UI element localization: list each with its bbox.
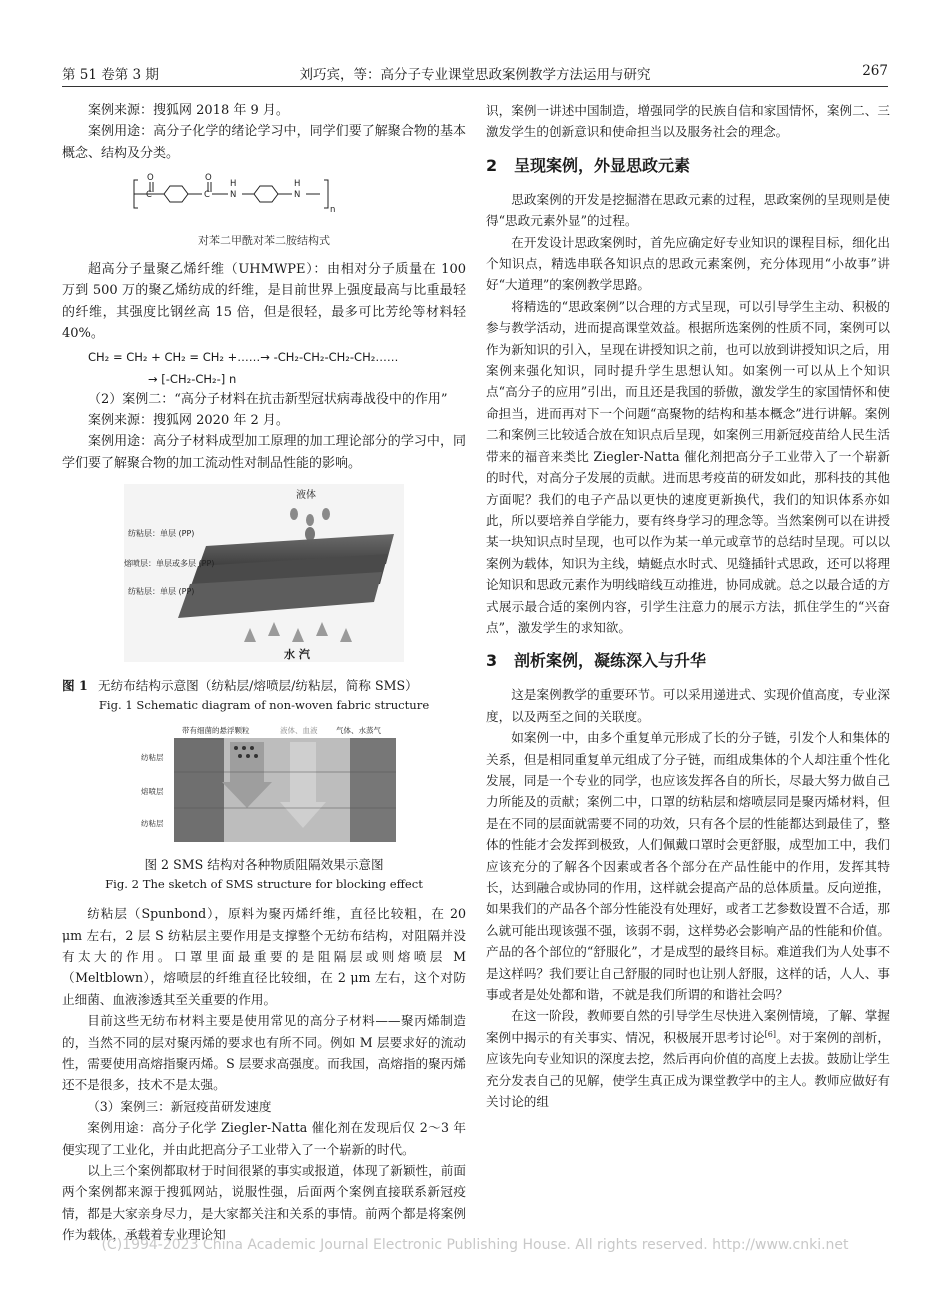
paragraph: 超高分子量聚乙烯纤维（UHMWPE）：由相对分子质量在 100 万到 500 万的聚乙烯纺成的纤维，是目前世界上强度最高与比重最轻的纤维，其强度比钢丝高 15 倍，但是很轻，最多可比芳纶等材料轻 40%。 bbox=[62, 262, 466, 342]
left-column bbox=[62, 100, 466, 1246]
paragraph-text: 。对于案例的剖析，应该先向专业知识的深度去挖，然后再向价值的高度上去拔。鼓励让学生充分发表自己的见解，使学生真正成为课堂教学中的主人。教师应做好有关讨论的组 bbox=[486, 1029, 891, 1110]
running-header bbox=[62, 60, 888, 87]
figure-1-caption-text: 无纺布结构示意图（纺粘层/熔喷层/纺粘层，简称 SMS） bbox=[98, 677, 418, 693]
svg-text:O: O bbox=[147, 173, 154, 184]
figure-2-caption: 图 2 SMS 结构对各种物质阻隔效果示意图 bbox=[144, 857, 384, 873]
journal-volume: 第 51 卷第 3 期 bbox=[62, 67, 159, 83]
figure-1-nonwoven-diagram bbox=[124, 484, 404, 662]
paragraph: 案例来源：搜狐网 2018 年 9 月。 bbox=[88, 103, 289, 118]
figure-2-caption-en: Fig. 2 The sketch of SMS structure for blocking effect bbox=[105, 877, 423, 892]
figure-1-caption-en: Fig. 1 Schematic diagram of non-woven fabric structure bbox=[98, 697, 430, 712]
fig2-top-label-3: 气体、水蒸气 bbox=[336, 725, 381, 735]
section-heading-2 bbox=[486, 155, 890, 177]
copyright-watermark: (C)1994-2023 China Academic Journal Electronic Publishing House. All rights reserved. http://www.cnki.net bbox=[101, 1237, 849, 1253]
particle bbox=[234, 746, 238, 750]
paragraph: 这是案例教学的重要环节。可以采用递进式、实现价值高度，专业深度，以及两至之间的关联度。 bbox=[486, 687, 890, 724]
fig2-top-label-2: 液体、血液 bbox=[280, 725, 318, 735]
paragraph: 以上三个案例都取材于时间很紧的事实或报道，体现了新颖性，前面两个案例都来源于搜狐网站，说服性强，后面两个案例直接联系新冠疫情，都是大家亲身尽力，是大家都关注和关系的事情。前两个都是将案例作为载体，承载着专业理论知 bbox=[62, 1162, 466, 1243]
particle bbox=[250, 746, 254, 750]
section-heading-3 bbox=[486, 650, 890, 672]
paragraph-text: 在这一阶段，教师要自然的引导学生尽快进入案例情境，了解、掌握案例中揭示的有关事实、情况，积极展开思考讨论 bbox=[486, 1008, 890, 1045]
paragraph: 将精选的“思政案例”以合理的方式呈现，可以引导学生主动、积极的参与教学活动，进而提高课堂效益。根据所选案例的性质不同，案例可以作为新知识的引入，呈现在讲授知识之前，也可以放到讲授知识之后，用案例来强化知识，同时提升学生思想认知。如案例一可以从上个知识点“高分子的应用”引出，而且还是我国的骄傲，激发学生的家国情怀和使命担当，进而再对下一个问题“高聚物的结构和基本概念”进行讲解。案例二和案例三比较适合放在知识点后呈现，如案例三用新冠疫苗给人民生活带来的福音来类比 Ziegler-Natta 催化剂把高分子工业带入了一个崭新的时代，对高分子发展的贡献。进而思考疫苗的研发如此，那科技的其他方面呢？我们的电子产品以更快的速度更新换代，我们的知识体系亦如此，所以要培养自学能力，要有终身学习的理念等。当然案例可以在讲授某一块知识点时呈现，也可以作为某一单元或章节的总结时呈现。可以以案例为载体，知识为主线，蜻蜓点水时式、见缝插针式思政，还可以将理论知识和思政元素作为明线暗线互动推进，协同成就。总之以最合适的方式展示最合适的案例内容，引学生注意力的展示方法，抓住学生的“兴奋点”，激发学生的求知欲。 bbox=[486, 298, 890, 635]
citation-ref[interactable]: [6] bbox=[764, 1029, 777, 1039]
paragraph: 识，案例一讲述中国制造，增强同学的民族自信和家国情怀，案例二、三激发学生的创新意识和使命担当以及服务社会的理念。 bbox=[486, 103, 890, 140]
paragraph: 在开发设计思政案例时，首先应确定好专业知识的课程目标，细化出个知识点，精选串联各知识点的思政元素案例，充分体现用“小故事”讲好“大道理”的案例教学思路。 bbox=[486, 234, 890, 293]
page-number: 267 bbox=[862, 63, 888, 79]
paragraph: 如案例一中，由多个重复单元形成了长的分子链，引发个人和集体的关系，但是相同重复单元组成了分子链，而组成集体的个人却注重个性化发展，同是一个专业的同学，也应该发挥各自的所长，尽最大努力做自己力所能及的贡献；案例二中，口罩的纺粘层和熔喷层同是聚丙烯材料，但是在不同的层面就需要不同的功效，只有各个层的性能都达到最佳了，整体的性能才会发挥到极致，人们佩戴口罩时会更舒服，成型加工中，我们应该充分的了解各个因素或者各个部分在产品性能中的作用，发挥其特长，达到融合或协同的作用，这样就会提高产品的总体质量。反向逆推，如果我们的产品各个部分性能没有处理好，或者工艺参数设置不合适，那么就可能出现该强不强，该弱不弱，这样势必会影响产品的性能和价值。产品的各个部位的“舒服化”，才是成型的最终目标。难道我们为人处事不是这样吗？我们要让自己舒服的同时也让别人舒服，这样的话，人人、事事或者是处处都和谐，不就是我们所谓的和谐社会吗？ bbox=[486, 730, 890, 1003]
paragraph: 案例用途：高分子材料成型加工原理的加工理论部分的学习中，同学们要了解聚合物的加工流动性对制品性能的影响。 bbox=[62, 434, 466, 471]
section-title: 呈现案例，外显思政元素 bbox=[514, 155, 691, 175]
svg-text:n: n bbox=[330, 205, 336, 216]
figure-1-label: 图 1 bbox=[62, 677, 88, 693]
fig1-vapor-label: 水 汽 bbox=[284, 648, 310, 662]
particle bbox=[242, 746, 246, 750]
paragraph: 思政案例的开发是挖掘潜在思政元素的过程，思政案例的呈现则是使得“思政元素外显”的过程。 bbox=[486, 191, 890, 229]
droplet bbox=[290, 508, 298, 520]
paragraph: 案例来源：搜狐网 2020 年 2 月。 bbox=[88, 413, 289, 429]
section-number: 3 bbox=[486, 651, 498, 671]
svg-text:O: O bbox=[205, 173, 212, 184]
fig2-side-label-2: 熔喷层 bbox=[141, 786, 164, 796]
structure-caption: 对苯二甲酰对苯二胺结构式 bbox=[198, 233, 330, 247]
aramid-structure-formula bbox=[132, 168, 382, 222]
fig1-layer1-label: 纺粘层：单层 (PP) bbox=[128, 529, 195, 539]
fiber-image-right bbox=[350, 738, 396, 842]
paragraph: 案例用途：高分子化学 Ziegler-Natta 催化剂在发现后仅 2～3 年便实现了工业化，并由此把高分子工业带入了一个崭新的时代。 bbox=[62, 1120, 466, 1157]
polymerization-formula: CH₂ = CH₂ + CH₂ = CH₂ +……→ -CH₂-CH₂-CH₂-CH₂…… bbox=[88, 349, 399, 364]
paragraph: （3）案例三：新冠疫苗研发速度 bbox=[87, 1098, 272, 1114]
paragraph: 目前这些无纺布材料主要是使用常见的高分子材料——聚丙烯制造的，当然不同的层对聚丙烯的要求也有所不同。例如 M 层要求好的流动性，需要使用高熔指聚丙烯。S 层要求高强度。而我国，高熔指的聚丙烯还不是很多，技术不是太强。 bbox=[62, 1013, 466, 1093]
droplet bbox=[322, 508, 330, 520]
polymerization-formula-2: → [-CH₂-CH₂-] n bbox=[148, 371, 237, 386]
svg-text:H: H bbox=[294, 179, 301, 190]
droplet bbox=[306, 514, 314, 526]
paragraph: 纺粘层（Spunbond），原料为聚丙烯纤维，直径比较粗，在 20 μm 左右，2 层 S 纺粘层主要作用是支撑整个无纺布结构，对阻隔并没有太大的作用。口罩里面最重要的是阻隔层或则熔喷层 M（Meltblown），熔喷层的纤维直径比较细，在 2 μm 左右，这个对防止细菌、血液渗透其至关重要的作用。 bbox=[62, 906, 466, 1007]
fig1-layer2-label: 熔喷层：单层或多层 (PP) bbox=[124, 559, 215, 569]
fig1-layer3-label: 纺粘层：单层 (PP) bbox=[128, 587, 195, 597]
fig2-top-label-1: 带有细菌的悬浮颗粒 bbox=[182, 725, 250, 735]
figure-2-sms-blocking-diagram bbox=[140, 722, 396, 842]
particle bbox=[254, 754, 258, 758]
paragraph: （2）案例二：“高分子材料在抗击新型冠状病毒战役中的作用” bbox=[88, 391, 448, 407]
section-number: 2 bbox=[486, 155, 498, 175]
particle bbox=[238, 754, 242, 758]
svg-text:C: C bbox=[204, 190, 210, 201]
fiber-image-left bbox=[174, 738, 224, 842]
paragraph bbox=[486, 1005, 890, 1112]
running-title: 刘巧宾，等：高分子专业课堂思政案例教学方法运用与研究 bbox=[299, 67, 651, 83]
svg-text:H: H bbox=[230, 179, 237, 190]
svg-text:N: N bbox=[230, 190, 237, 201]
particle bbox=[246, 754, 250, 758]
fig1-liquid-label: 液体 bbox=[296, 490, 316, 502]
paragraph: 案例用途：高分子化学的绪论学习中，同学们要了解聚合物的基本概念、结构及分类。 bbox=[62, 124, 466, 161]
section-title: 剖析案例，凝练深入与升华 bbox=[514, 651, 707, 671]
fig2-side-label-3: 纺粘层 bbox=[141, 818, 164, 828]
fig2-side-label-1: 纺粘层 bbox=[141, 752, 164, 762]
right-column bbox=[486, 100, 890, 1112]
figure-1-caption bbox=[62, 676, 466, 696]
svg-text:C: C bbox=[146, 190, 152, 201]
droplet bbox=[305, 527, 315, 541]
svg-text:N: N bbox=[294, 190, 301, 201]
